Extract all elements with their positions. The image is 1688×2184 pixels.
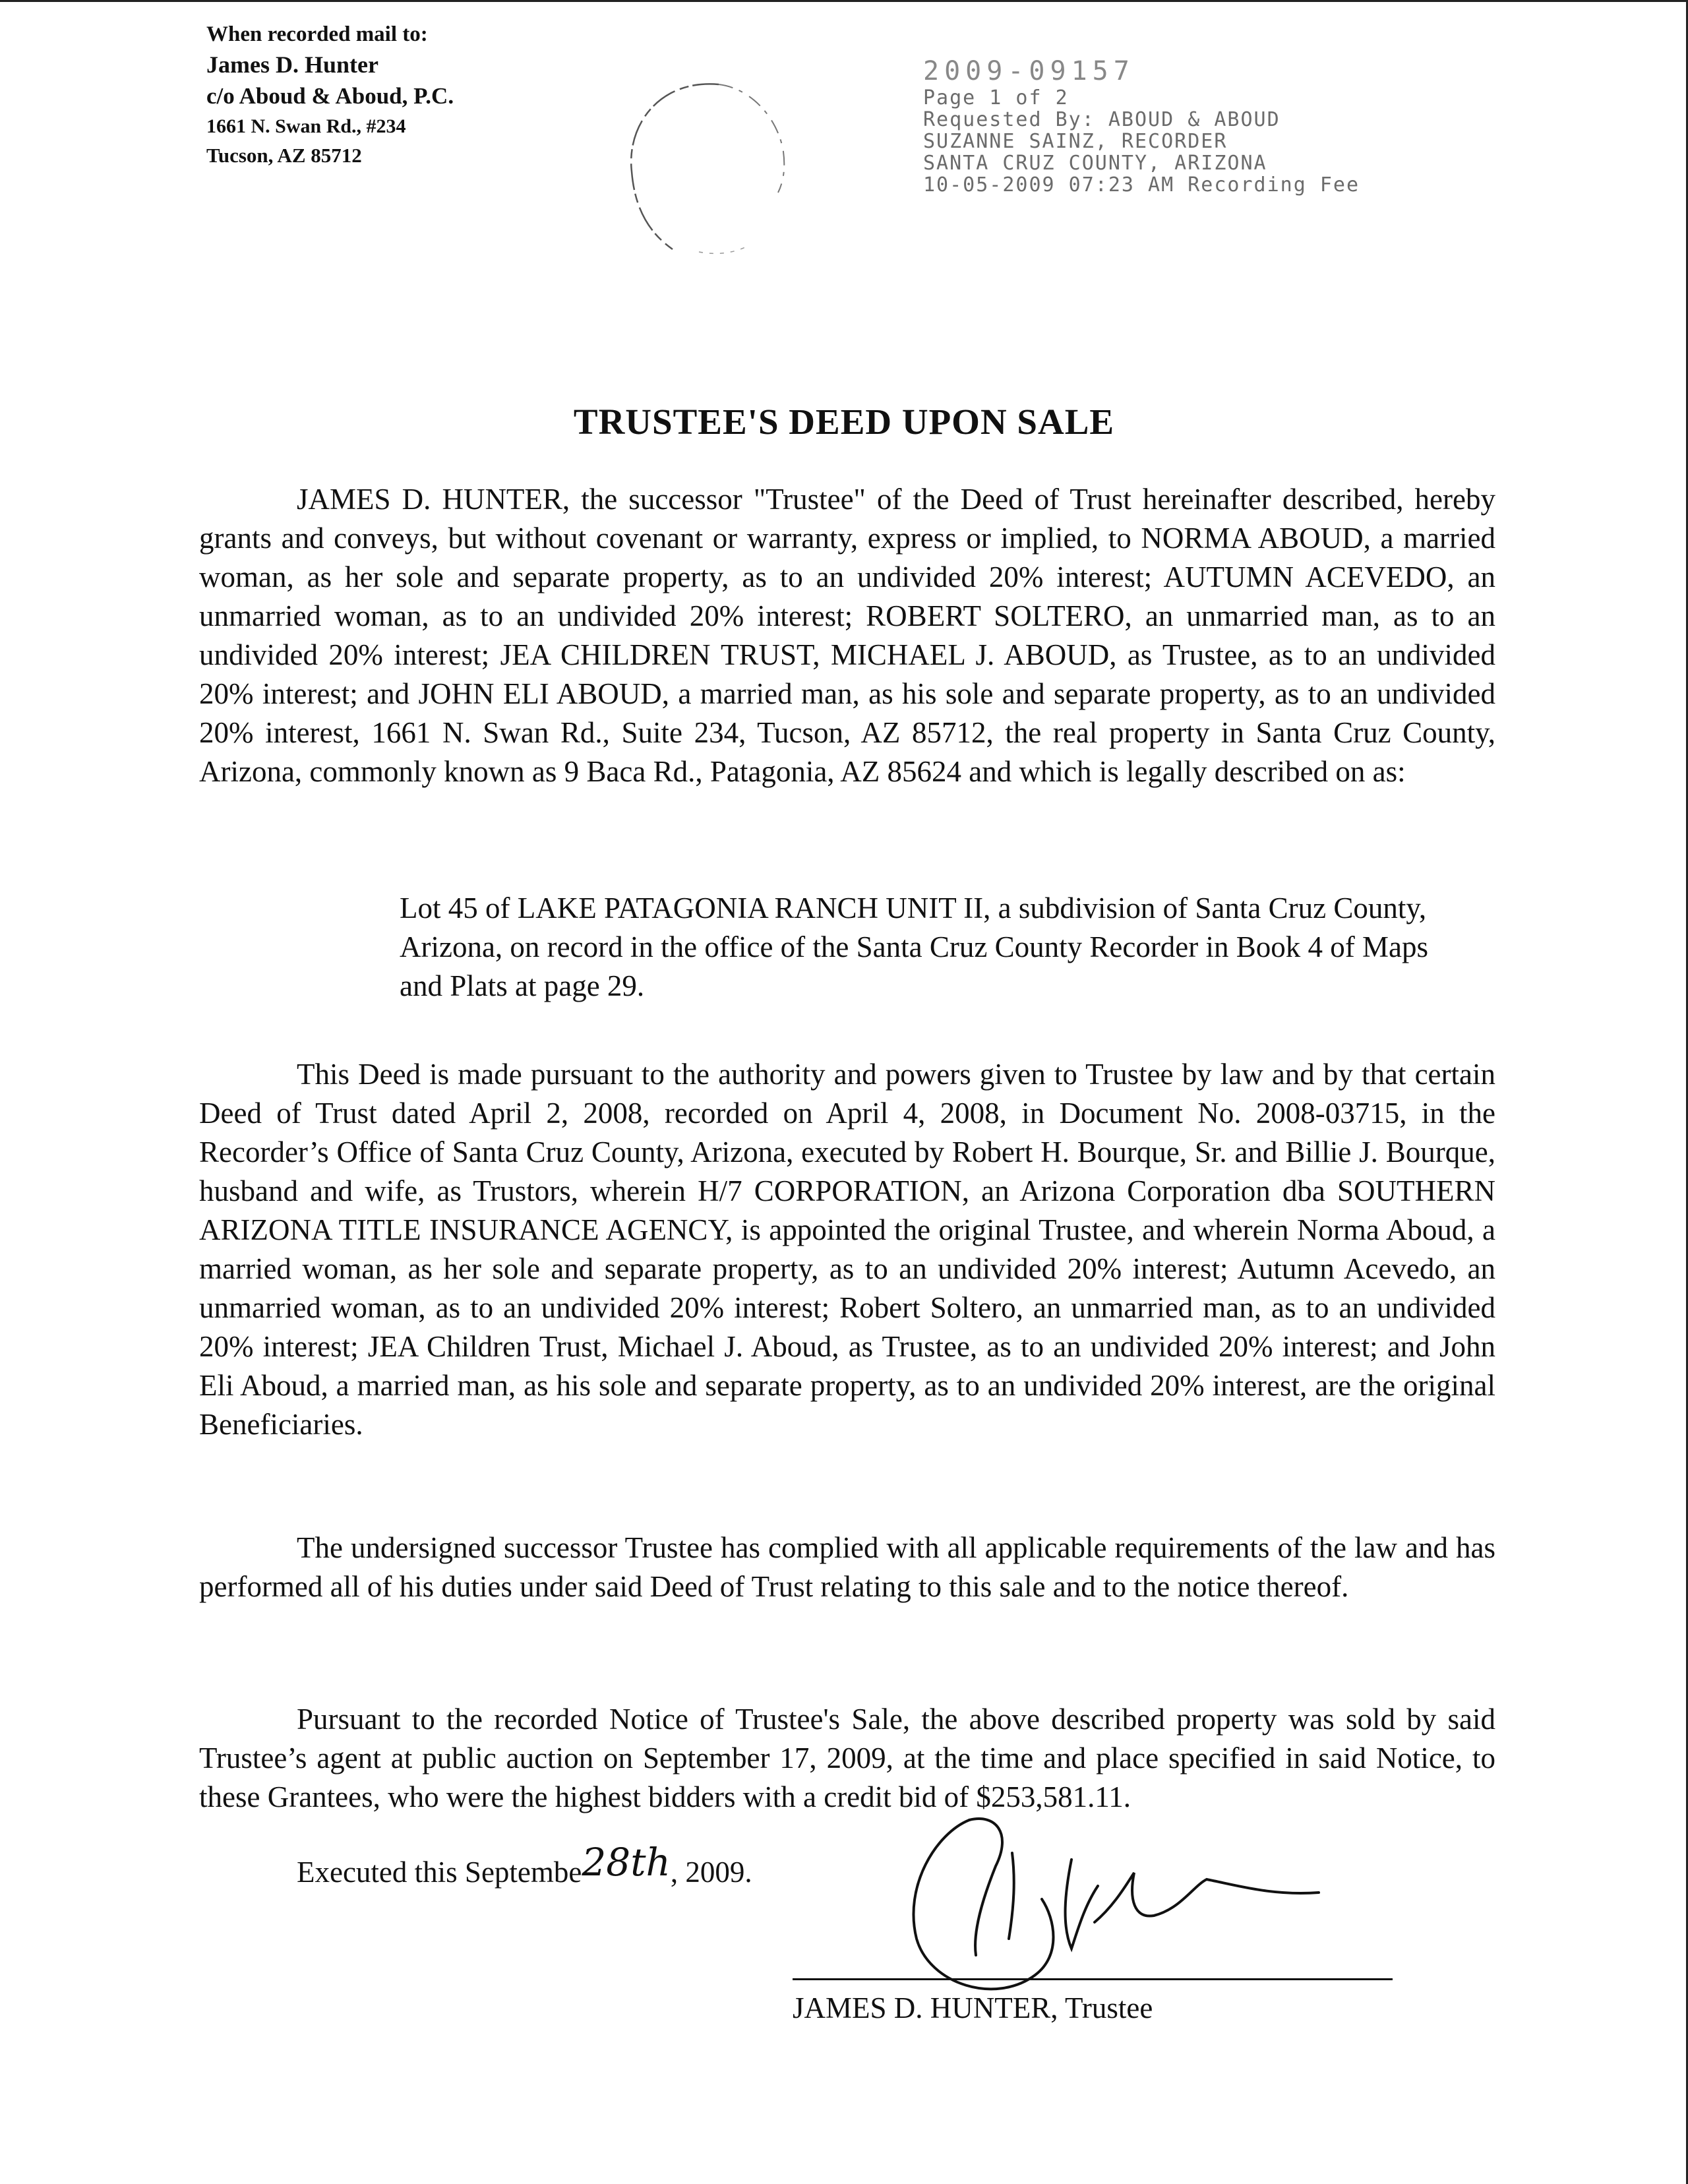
grant-paragraph bbox=[199, 480, 1495, 791]
authority-paragraph bbox=[199, 1055, 1495, 1444]
recorder-stamp bbox=[923, 55, 1360, 196]
execution-day-handwritten: 28th bbox=[582, 1840, 671, 1885]
grant-paragraph-text: JAMES D. HUNTER, the successor "Trustee" of the Deed of Trust hereinafter described, hereby grants and conveys, but without covenant or warranty, express or implied, to NORMA ABOUD, a married woman, as her sole and separate property, as to an undivided 20% interest; AUTUMN ACEVEDO, an unmarried woman, as to an undivided 20% interest; ROBERT SOLTERO, an unmarried man, as to an undivided 20% interest; JEA CHILDREN TRUST, MICHAEL J. ABOUD, as Trustee, as to an undivided 20% interest; and JOHN ELI ABOUD, a married man, as his sole and separate property, as to an undivided 20% interest, 1661 N. Swan Rd., Suite 234, Tucson, AZ 85712, the real property in Santa Cruz County, Arizona, commonly known as 9 Baca Rd., Patagonia, AZ 85624 and which is legally described on as: bbox=[199, 483, 1495, 788]
recording-county: SANTA CRUZ COUNTY, ARIZONA bbox=[923, 152, 1267, 175]
trustee-signature-icon bbox=[897, 1807, 1332, 2005]
seal-stamp-icon bbox=[620, 79, 791, 257]
recording-recorder: SUZANNE SAINZ, RECORDER bbox=[923, 130, 1228, 153]
recording-datetime: 10-05-2009 07:23 AM Recording Fee bbox=[923, 173, 1360, 197]
compliance-paragraph-text: The undersigned successor Trustee has complied with all applicable requirements of the law and has performed all of his duties under said Deed of Trust relating to this sale and to the notice thereof. bbox=[199, 1531, 1495, 1603]
page-border-top bbox=[0, 0, 1688, 2]
sale-paragraph bbox=[199, 1700, 1495, 1817]
execution-date-line bbox=[297, 1840, 752, 1892]
execution-prefix: Executed this Septembe bbox=[297, 1856, 582, 1889]
document-title: TRUSTEE'S DEED UPON SALE bbox=[573, 402, 1115, 442]
signer-name: JAMES D. HUNTER bbox=[793, 1991, 1051, 2024]
return-address-street: 1661 N. Swan Rd., #234 bbox=[206, 115, 406, 137]
signer-title: , Trustee bbox=[1050, 1991, 1153, 2024]
return-address-city: Tucson, AZ 85712 bbox=[206, 144, 362, 167]
return-address-firm: c/o Aboud & Aboud, P.C. bbox=[206, 83, 454, 109]
return-address-name: James D. Hunter bbox=[206, 51, 378, 78]
return-address bbox=[206, 20, 454, 170]
execution-suffix: , 2009. bbox=[670, 1856, 752, 1889]
recording-page: Page 1 of 2 bbox=[923, 86, 1069, 109]
return-address-heading: When recorded mail to: bbox=[206, 22, 428, 46]
sale-paragraph-text: Pursuant to the recorded Notice of Trustee's Sale, the above described property was sold by said Trustee’s agent at public auction on September 17, 2009, at the time and place specified in said Notice, to these Grantees, who were the highest bidders with a credit bid of $253,581.11. bbox=[199, 1703, 1495, 1813]
legal-description: Lot 45 of LAKE PATAGONIA RANCH UNIT II, a subdivision of Santa Cruz County, Arizona, on record in the office of the Santa Cruz County Recorder in Book 4 of Maps and Plats at page 29. bbox=[400, 892, 1429, 1002]
recording-requested-by: Requested By: ABOUD & ABOUD bbox=[923, 108, 1281, 131]
compliance-paragraph bbox=[199, 1529, 1495, 1606]
recording-number: 2009-09157 bbox=[923, 56, 1135, 86]
signer-block bbox=[793, 1989, 1153, 2028]
authority-paragraph-text: This Deed is made pursuant to the authority and powers given to Trustee by law and by that certain Deed of Trust dated April 2, 2008, recorded on April 4, 2008, in Document No. 2008-03715, in the Recorder’s Office of Santa Cruz County, Arizona, executed by Robert H. Bourque, Sr. and Billie J. Bourque, husband and wife, as Trustors, wherein H/7 CORPORATION, an Arizona Corporation dba SOUTHERN ARIZONA TITLE INSURANCE AGENCY, is appointed the original Trustee, and wherein Norma Aboud, a married woman, as her sole and separate property, as to an undivided 20% interest; Autumn Acevedo, an unmarried woman, as to an undivided 20% interest; Robert Soltero, an unmarried man, as to an undivided 20% interest; JEA Children Trust, Michael J. Aboud, as Trustee, as to an undivided 20% interest; and John Eli Aboud, a married man, as his sole and separate property, as to an undivided 20% interest, are the original Beneficiaries. bbox=[199, 1058, 1495, 1441]
signature-line bbox=[793, 1978, 1393, 1980]
